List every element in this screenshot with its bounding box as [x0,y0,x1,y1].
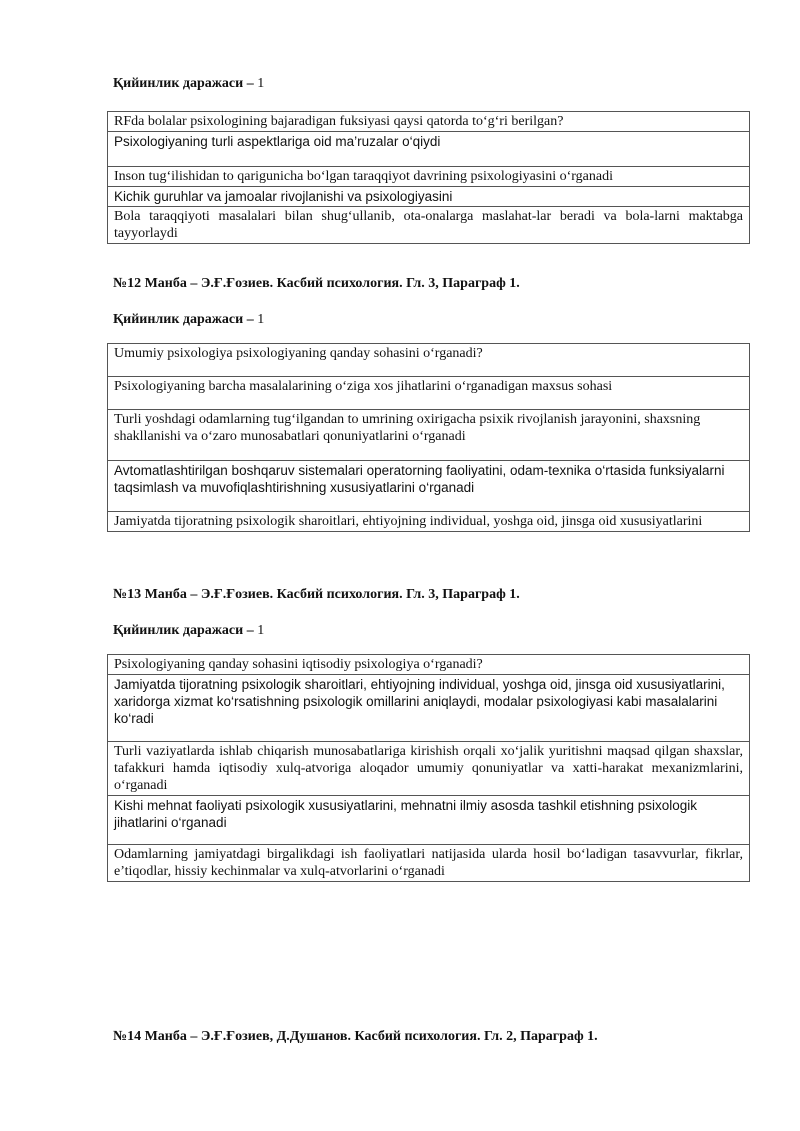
option-cell: Turli vaziyatlarda ishlab chiqarish munosabatlariga kirishish orqali xo‘jalik yuritishni maqsad qilgan shaxslar, tafakkuri hamda iqtisodiy xulq-atvoriga aloqador umumiy qonuniyatlar va xatti-harakat mexanizmlarini, o‘rganadi [108,742,750,796]
question-table-1 [107,111,750,244]
difficulty-value: 1 [257,76,265,91]
option-cell: Psixologiyaning turli aspektlariga oid ma’ruzalar o‘qiydi [108,132,750,167]
difficulty-label: Қийинлик даражаси – [113,312,254,327]
option-cell: Odamlarning jamiyatdagi birgalikdagi ish faoliyatlari natijasida ularda hosil bo‘ladigan tasavvurlar, fikrlar, e’tiqodlar, hissiy kechinmalar va xulq-atvorlarini o‘rganadi [108,845,750,882]
difficulty-label: Қийинлик даражаси – [113,76,254,91]
difficulty-value: 1 [257,312,265,327]
question-cell: Psixologiyaning qanday sohasini iqtisodiy psixologiya o‘rganadi? [108,655,750,675]
source-heading-14: №14 Манба – Э.Ғ.Ғозиев, Д.Душанов. Касбий психология. Гл. 2, Параграф 1. [113,1029,598,1044]
source-heading-13: №13 Манба – Э.Ғ.Ғозиев. Касбий психология. Гл. 3, Параграф 1. [113,587,520,602]
source-heading-12: №12 Манба – Э.Ғ.Ғозиев. Касбий психология. Гл. 3, Параграф 1. [113,276,520,291]
question-table-3 [107,654,750,882]
difficulty-value: 1 [257,623,265,638]
question-table-2 [107,343,750,532]
question-cell: Umumiy psixologiya psixologiyaning qanday sohasini o‘rganadi? [108,344,750,377]
option-cell: Jamiyatda tijoratning psixologik sharoitlari, ehtiyojning individual, yoshga oid, jinsga oid xususiyatlarini, xaridorga xizmat ko‘rsatishning psixologik omillarini aniqlaydi, modalar psixologiyasi kabi masalalarini ko‘radi [108,675,750,742]
difficulty-label: Қийинлик даражаси – [113,623,254,638]
option-cell: Psixologiyaning barcha masalalarining o‘ziga xos jihatlarini o‘rganadigan maxsus sohasi [108,377,750,410]
question-cell: RFda bolalar psixologining bajaradigan fuksiyasi qaysi qatorda to‘g‘ri berilgan? [108,112,750,132]
option-cell: Avtomatlashtirilgan boshqaruv sistemalari operatorning faoliyatini, odam-texnika o‘rtasida funksiyalarni taqsimlash va muvofiqlashtirishning xususiyatlarini o‘rganadi [108,461,750,512]
difficulty-level-2 [113,312,264,328]
difficulty-level-3 [113,623,264,639]
option-cell: Kishi mehnat faoliyati psixologik xususiyatlarini, mehnatni ilmiy asosda tashkil etishning psixologik jihatlarini o‘rganadi [108,796,750,845]
option-cell: Inson tug‘ilishidan to qariguniсha bo‘lgan taraqqiyot davrining psixologiyasini o‘rganadi [108,167,750,187]
difficulty-level-1 [113,76,264,92]
option-cell: Bola taraqqiyoti masalalari bilan shug‘ullanib, ota-onalarga maslahat-lar beradi va bola-larni maktabga tayyorlaydi [108,207,750,244]
option-cell: Turli yoshdagi odamlarning tug‘ilgandan to umrining oxirigacha psixik rivojlanish jarayonini, shaxsning shakllanishi va o‘zaro munosabatlari qonuniyatlarini o‘rganadi [108,410,750,461]
option-cell: Kichik guruhlar va jamoalar rivojlanishi va psixologiyasini [108,187,750,207]
option-cell: Jamiyatda tijoratning psixologik sharoitlari, ehtiyojning individual, yoshga oid, jinsga oid xususiyatlarini [108,512,750,532]
